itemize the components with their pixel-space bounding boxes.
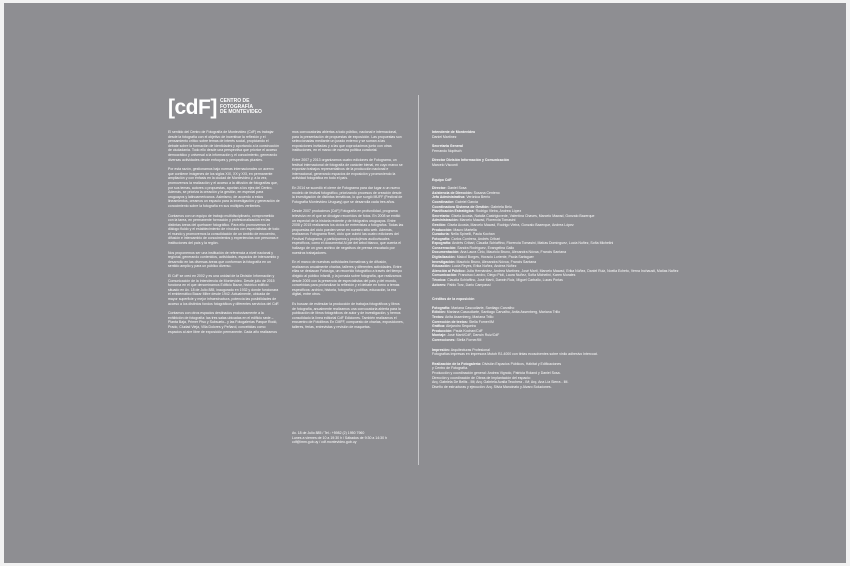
paragraph: El CdF se creó en 2002 y es una unidad de la División Información y Comunicación de la Intendencia de Montevideo. Desde julio de 2015 funciona en el que denominamos Edificio Bazar, histórico edificio situado en Av. 18 de Julio 885, inaugurado en 1932 y donde funcionara el emblemático Bazar Mitre desde 1942. Actualmente, ubicada de mayor superficie y mejor infraestructura, potencia las posibilidades de acceso a los distintos fondos fotográficos y diferentes servicios del CdF. [168,274,280,306]
credit-role: Curaduría: [432,232,450,237]
credit-names: Stella Forner/IM [468,319,494,324]
paragraph: Por esta razón, gestionamos bajo normas internacionales un acervo que contiene imágenes de los siglos XIX, XX y XXI, en permanente ampliación y con énfasis en la ciudad de Montevideo y, a la vez, promovemos la realización y el acceso a la difusión de fotografías que, por sus temas, autores o propuestas, aportan a los ejes del Centro. Además, se prioriza la creación y la gestión, en especial para uruguayos y latinoamericanos. Asimismo, de acuerdo a estos lineamientos, creamos un espacio para la investigación y generación de conocimiento sobre la fotografía en sus múltiples vertientes. [168,167,280,208]
credit-names: Maicol Borges, Horacio Loriente, Paola Sartaguer [456,255,534,260]
credit-role: Digitalización: [432,255,456,260]
credit-role: Producción: [432,227,453,232]
credit-role: Textos: [432,315,445,319]
paragraph: Contamos con un equipo de trabajo multidisciplinario, comprometido con la tarea, en permanente formación y profesionalización en las distintas áreas del quehacer fotográfico. Para ello promovemos el diálogo fluido y el establecimiento de vínculos con especialistas de todo el mundo y promovemos la consolidación de un ámbito de encuentro, difusión e intercambio de conocimientos y experiencias con personas e instituciones del país y la región. [168,213,280,246]
paragraph: Contamos con otros espacios destinados exclusivamente a la exhibición de fotografía: las tres salas ubicadas en el edificio sede –Planta Baja, Primer Piso y Subsuelo– y las Fotogalerías Parque Rodó, Prado, Ciudad Vieja, Villa Dolores y Peñarol, concebidas como espacios al aire libre de exposición permanente. Cada año realizamos [168,311,278,334]
address-line: Av. 18 de Julio 885 / Tel.: +5982 (2) 1950 7960 [292,431,365,435]
credit-role: Corrección de textos: [432,319,468,324]
credit-names: Julia Hernández, Andrea Martínez, José Marti, Marcelo Mawad, Erika Núñez, Daniel Ruiz, Noelia Echeto, Verna Inchausti, Matías Nañez [466,268,679,273]
logo-line: DE MONTEVIDEO [220,109,262,116]
authority-title: Secretaria General [432,144,463,149]
credit-role: Director: [432,186,447,191]
credit-names: Gabriela Belo [490,204,512,209]
credit-names: Susana Centeno [473,190,500,195]
authority-name: Marcelo Visconti [432,162,458,167]
credits-list [432,306,702,343]
impression-list [432,348,702,357]
credit-role: Planificación Estratégica: [432,209,475,214]
credit-line [432,385,702,390]
credit-names: Daniel Sosa [447,186,467,191]
logo-line: CENTRO DE [220,98,250,104]
credit-line [432,352,702,357]
logo-line: FOTOGRAFÍA [220,103,253,110]
credit-role: Coordinador: [432,199,455,204]
authority-title: Intendente de Montevideo [432,130,476,134]
credit-role: Gestión: [432,222,447,227]
credit-role: Coordinadora Sistema de Gestión: [432,204,490,209]
credit-role: Conservación: [432,245,457,250]
credits-title: Créditos de la exposición [432,297,475,302]
paragraph: El sentido del Centro de Fotografía de Montevideo (CdF) es trabajar desde la fotografía con el objetivo de incentivar la reflexión y el pensamiento crítico sobre temas de interés social, propiciando el debate sobre la formación de identidades y aportando a la construcción de ciudadanía. Todo ello desde una perspectiva que priorice el acceso democrático y universal a la información y el conocimiento, generando diversas actividades desde enfoques y perspectivas plurales. [168,130,279,162]
paragraph: mos convocatorias abiertas a todo público, nacional e internacional, para la presentación de propuestas de exposición. Las propuestas son seleccionadas mediante un jurado externo y se suman a las exposiciones invitadas y a las que coproducimos junto con otras instituciones, en el marco de nuestra política curatorial. [292,130,402,153]
contact-footer [292,431,417,445]
credit-role: Investigación: [432,259,456,264]
team-title: Equipo CdF [432,177,452,182]
credit-names: Andrés Cribari, Claudia Schiaffino, Florencia Tomasini, Matías Domínguez, Lucía Nuñez, Sofía Michelini [452,241,614,246]
paragraph: Nos proponemos ser una institución de referencia a nivel nacional y regional, generando contenidos, actividades, espacios de intercambio y desarrollo en las diversas áreas que conforman la fotografía en un sentido amplio y para un público diverso. [168,250,279,269]
credit-role: Jefa Administrativa: [432,195,466,200]
credit-role: Atención al Público: [432,268,466,273]
credit-role: Actores: [432,282,447,287]
realization-list [432,362,702,390]
credit-role: Producción: [432,328,453,333]
credit-role: Administración: [432,218,459,223]
credit-names: Ana Laura Cirio, Mauricio Bruno, Alexandra Nóvoa, Francis Santana [460,250,567,255]
credits-column [432,130,702,389]
credit-line [432,283,702,288]
credit-names: Sandra Rodríguez, Evangelina Gallo [457,245,515,250]
left-text-column [168,130,280,339]
credit-names: Paula Kochan/CdF [453,328,483,333]
credit-role: Montaje: [432,333,447,338]
credit-role: Gráfica: [432,324,446,329]
team-list [432,186,702,287]
credit-names: Gisela Acosta, Natalia Castrigiovede, Valentina Chaves, Marcelo Mawad, Gonzalo Bazerque [451,213,595,218]
credit-names: Arq. Gabriela De Bellis - IM; Arq. Gabriela Avalla Tecchera - IM; Arq. Ana Lía Sierra - IM. [432,380,569,385]
document-panel [4,3,846,563]
authority-name: Fernando Nopitsch [432,148,462,153]
logo-text [220,99,280,116]
credit-names: Rodrigo Vieira, Andrea López [475,209,522,214]
credit-names: Producción y coordinación general: Andrea Vignolo, Patricia Roland y Daniel Sosa. [432,370,561,375]
credit-role: Realización de la Fotogalería: [432,361,482,366]
credit-role: Impresión: [432,347,450,352]
credit-names: Mariana Cascudiarte, Santiago Carvalho, Anita Assenberg, Mariana Trillo [446,310,561,315]
credit-names: Stella Forner/IM [456,337,482,342]
paragraph: En 2014 se sucedió el cierre de Fotograma para dar lugar a un nuevo modelo de festival fotográfico, priorizando procesos de creación desde la investigación de distintas temáticas, lo que surgió MUFF (Festival de Fotografía Montevideo Uruguay) que se desarrolla cada tres años. [292,185,403,204]
paragraph: Entre 2007 y 2013 organizamos cuatro ediciones de Fotograma, un festival internacional de fotografía de carácter bienal, en cuyo marco se exponían trabajos representativos de la producción nacional e internacional, generando espacios de exposición y promoviendo la actividad fotográfica en todo el país. [292,157,403,181]
authority-block [432,158,702,167]
authority-block [432,144,702,153]
credit-names: José Martí/CdF, Darwin Ruiz/CdF [447,333,500,338]
credit-names: Alejandro Sequeira [446,324,476,329]
credit-role: Educación: [432,264,451,269]
credit-role: Técnica: [432,278,447,283]
credit-names: Diseño de estructuras y ejecución: Arq. Silvia Mancinato y Alvaro Soluciones. [432,384,552,389]
credit-names: Mauro Martella [453,227,477,232]
credit-role: Fotografía: [432,236,451,241]
paragraph: Desde 2007 producimos [CdF] Fotografía en profundidad, programa televisivo en el que se divulgan recorridos de fotos. En 2008 se emitió un especial de la historia reciente y de fotógrafos uruguayos. Entre 2008 y 2015 realizamos los ciclos de entrevistas a fotógrafos. Todas las propuestas del ciclo pueden verse en nuestro sitio web. Además, realizamos Fotograma Reel, ciclo que cubrió las cuatro ediciones del Festival Fotograma, y participamos y produjimos audiovisuales específicos, como el documental Al pie del árbol blanco, que cuenta el hallazgo de un gran archivo de negativos de prensa rescatado por nuestros trabajadores. [292,209,404,255]
credit-names: Gisela Acosta, Marcelo Mawad, Rodrigo Vieira, Gonzalo Bazerque, Andrea López [447,222,574,227]
credit-names: Fotografías impresas en impresora Mutoh RJ-4000 con tintas ecosolventes sobre vinilo adhesivo Intercoat. [432,352,598,357]
paragraph: En el marco de nuestras actividades formativas y de difusión, realizamos anualmente charlas, talleres y diferentes actividades. Entre ellas se destacan Fotosíga, un recorrido fotográfico a través del tiempo dirigido al público infantil, y la jornada sobre fotografía, que realizamos desde 2005 con la presencia de especialistas del país y del mundo, concebidas para profundizar la reflexión y el debate en torno a temas específicos: archivo, historia, fotografía y política, educación, la era digital, entre otros. [292,260,403,297]
credit-names: Pablo Torz, Dario Campassi [447,282,491,287]
credit-names: Nella Spinelli, Paula Kochan [450,232,495,237]
credit-names: y Centro de Fotografía. [432,366,468,371]
credit-names: Carlos Contrera, Andrés Cribari [451,236,501,241]
credit-names: Mauricio Bruno, Alexandra Nóvoa, Francis Santana [456,259,537,264]
credit-role: Correcciones: [432,337,456,342]
credit-role: Documentación: [432,250,460,255]
middle-text-column [292,130,404,335]
column-divider [418,95,419,465]
authority-block [432,130,702,139]
credit-names: Arquitecturas Profesional [450,347,490,352]
credit-role: Secretaría: [432,213,451,218]
credit-names: Gabriel García [455,199,478,204]
credit-names: Dirección y coordinación de Obras de Implantación del espacio: [432,375,531,380]
contact-link[interactable]: cdf@imm.gub.uy / cdf.montevideo.gub.uy [292,440,357,445]
credit-names: Lucía Reyes, Erika Nuñez, Andrea Núñez [451,264,517,269]
credit-role: Expografía: [432,241,452,246]
credit-names: Marcelo Mawad, Florencia Tomasini [459,218,516,223]
credit-names: Mariana Cascudiarte, Santiago Carvalho [451,305,515,310]
credit-role: Asistencia de Dirección: [432,190,473,195]
credit-names: Verónica Berrio [466,195,491,200]
credit-names: División Espacios Públicos, Hábitat y Edificaciones [482,361,562,366]
hours-line: Lunes a viernes de 10 a 19:30 h / Sábados de 9:30 a 14:30 h [292,435,387,440]
credit-role: Edición: [432,310,446,315]
credit-names: Francisco Landro, Diego Pioli, Laura Nuñez, Sofía Michelini, Karen Morales [458,273,576,278]
credit-role: Fotografía: [432,305,451,310]
credit-names: Anita Assenberg, Mariana Trillo [444,315,494,319]
credit-names: Claudia Schiaffino, José Martí, Darwin Ruiz, Miguel Carballo, Lucas Porlas [447,278,563,283]
authority-title: Director División Información y Comunicación [432,158,510,163]
paragraph: Es buscan de estimular la producción de trabajos fotográficos y libros de fotografía, anualmente realizamos una convocatoria abierta para la publicación de libros fotográficos de autor y de investigación, y hemos consolidado la línea editorial CdF Ediciones. También realizamos el encuentro de Fotolibros En CMFF, compuesto de charlas, exposiciones, talleres, ferias, entrevistas y revisión de maquetas. [292,302,404,329]
logo-mark: [cdF] [168,96,217,119]
credit-line [432,338,702,343]
credit-role: Comunicación: [432,273,458,278]
authority-name: Daniel Martínez [432,134,457,139]
